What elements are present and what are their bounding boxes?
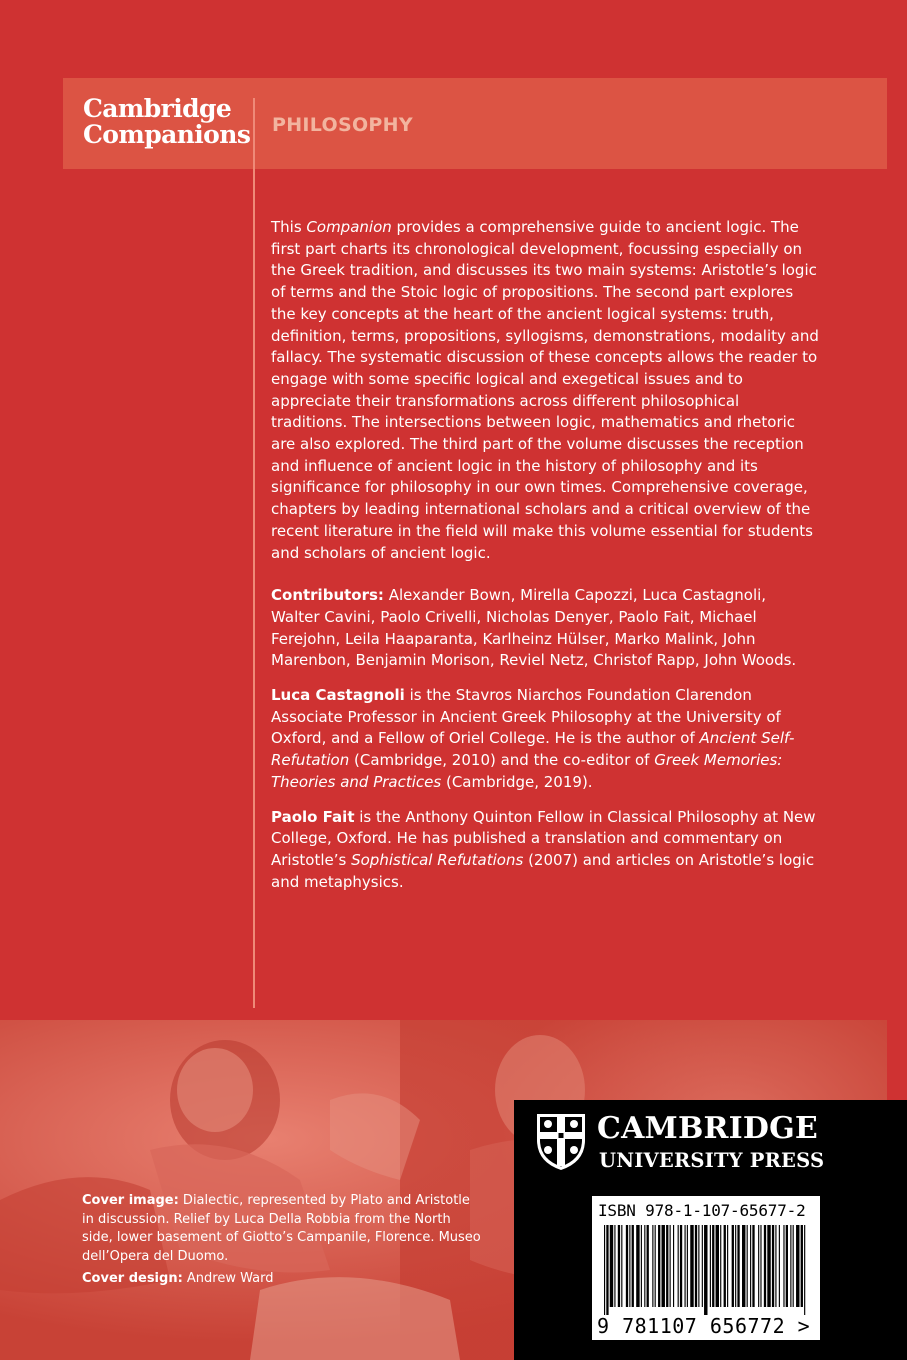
publisher-name: CAMBRIDGE <box>597 1111 818 1146</box>
contributors-names: Alexander Bown, Mirella Capozzi, Luca Castagnoli, Walter Cavini, Paolo Crivelli, Nicholas Denyer, Paolo Fait, Michael Ferejohn, Leila Haaparanta, Karlheinz Hülser, Marko Malink, John Marenbon, Benjamin Morison, Reviel Netz, Christof Rapp, John Woods. <box>271 586 797 670</box>
cover-credit <box>82 1192 482 1289</box>
series-subject: PHILOSOPHY <box>272 114 413 136</box>
vertical-rule <box>253 98 255 1008</box>
book-description: This Companion provides a comprehensive guide to ancient logic. The first part charts its chronological development, focussing especially on the Greek tradition, and discusses its two main systems: Aristotle’s logic of terms and the Stoic logic of propositions. The second part explores the key concepts at the heart of the ancient logical systems: truth, definition, terms, propositions, syllogisms, demonstrations, modality and fallacy. The systematic discussion of these concepts allows the reader to engage with some specific logical and exegetical issues and to appreciate their transformations across different philosophical traditions. The intersections between logic, mathematics and rhetoric are also explored. The third part of the volume discusses the reception and influence of ancient logic in the history of philosophy and its significance for philosophy in our own times. Comprehensive coverage, chapters by leading international scholars and a critical overview of the recent literature in the field will make this volume essential for students and scholars of ancient logic. <box>271 218 819 562</box>
cover-image-credit: Cover image: Dialectic, represented by Plato and Aristotle in discussion. Relief by Luca Della Robbia from the North side, lower basement of Giotto’s Campanile, Florence. Museo dell’Opera del Duomo. <box>82 1193 481 1264</box>
contributors-paragraph <box>271 585 819 672</box>
publisher-subtitle: UNIVERSITY PRESS <box>599 1149 825 1172</box>
barcode-number: 9 781107 656772 > <box>597 1314 811 1338</box>
logo-line-1: Cambridge <box>83 94 232 123</box>
cover-design-credit: Cover design: Andrew Ward <box>82 1271 274 1287</box>
bio-fait: Paolo Fait is the Anthony Quinton Fellow in Classical Philosophy at New College, Oxford. He has published a translation and commentary on Aristotle’s Sophistical Refutations (2007) and articles on Aristotle’s logic and metaphysics. <box>271 807 816 891</box>
back-cover-text <box>271 217 819 893</box>
fait-name: Paolo Fait <box>271 807 355 826</box>
contributors-label: Contributors: <box>271 586 384 605</box>
castagnoli-name: Luca Castagnoli <box>271 686 405 705</box>
series-logo <box>83 94 251 149</box>
barcode-icon <box>598 1225 814 1317</box>
logo-line-2: Companions <box>83 120 251 149</box>
companion-italic: Companion <box>306 218 392 236</box>
isbn-text: ISBN 978-1-107-65677-2 <box>598 1201 806 1220</box>
bio-castagnoli: Luca Castagnoli is the Stavros Niarchos Foundation Clarendon Associate Professor in Ancient Greek Philosophy at the University of Oxford, and a Fellow of Oriel College. He is the author of Ancient Self-Refutation (Cambridge, 2010) and the co-editor of Greek Memories: Theories and Practices (Cambridge, 2019). <box>271 686 795 791</box>
cambridge-shield-icon <box>535 1112 587 1172</box>
